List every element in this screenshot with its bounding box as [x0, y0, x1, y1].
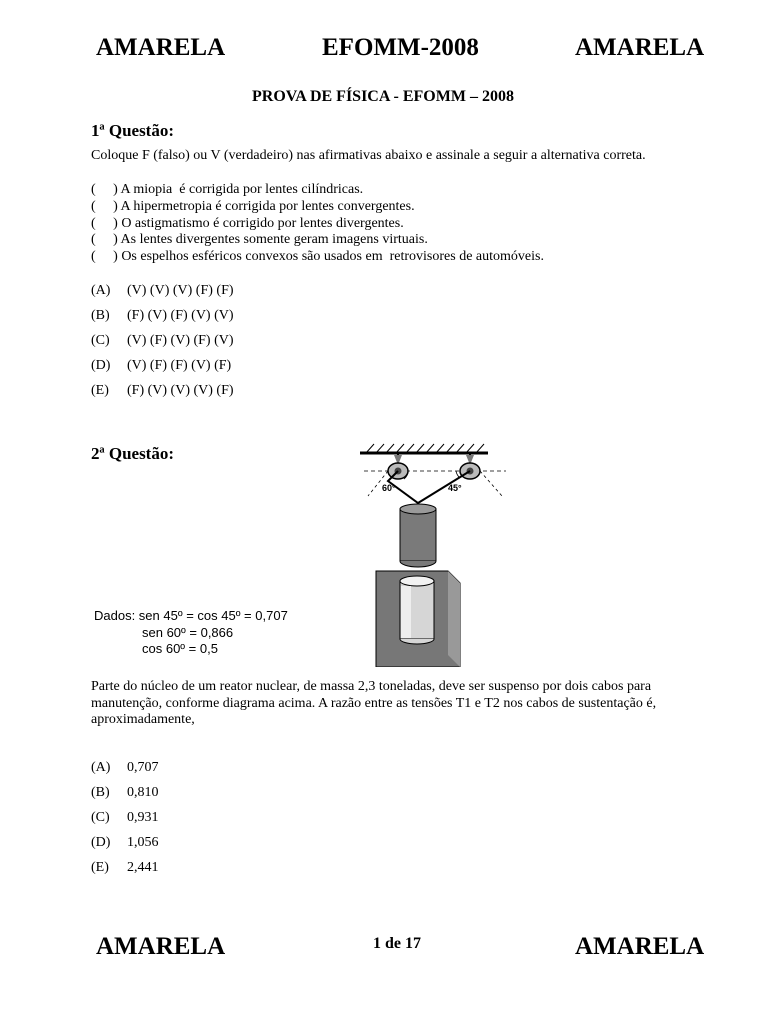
suspended-cylinder [400, 504, 436, 567]
question-2-paragraph: Parte do núcleo de um reator nuclear, de massa 2,3 toneladas, deve ser suspenso por dois cabos para manutenção, conforme diagrama acima. A razão entre as tensões T1 e T2 nos cabos de sustentação é, aproximadamente, [91, 679, 657, 727]
dados-line: Dados: sen 45º = cos 45º = 0,707 [94, 608, 288, 623]
angle-label-right: 45° [448, 483, 462, 493]
question-1-heading: 1ª Questão: [91, 121, 175, 140]
option-text: 0,707 [127, 760, 159, 775]
statement-line: ( ) Os espelhos esféricos convexos são usados em retrovisores de automóveis. [91, 249, 544, 265]
option-letter: (C) [91, 333, 110, 348]
header-left-label: AMARELA [96, 34, 226, 61]
option-text: (V) (F) (V) (F) (V) [127, 333, 234, 348]
question-2-option-c[interactable] [91, 810, 159, 826]
dados-line: sen 60º = 0,866 [142, 624, 234, 640]
question-1-option-e[interactable] [91, 383, 234, 399]
option-letter: (D) [91, 358, 111, 373]
question-1-option-a[interactable] [91, 283, 234, 299]
page-number: 1 de 17 [373, 935, 421, 952]
question-2-option-d[interactable] [91, 835, 159, 851]
option-text: (F) (V) (F) (V) (V) [127, 308, 234, 323]
footer-right-label: AMARELA [575, 933, 705, 960]
option-text: (V) (V) (V) (F) (F) [127, 283, 234, 298]
option-text: (F) (V) (V) (V) (F) [127, 383, 234, 398]
question-1-option-d[interactable] [91, 358, 231, 374]
option-text: (V) (F) (F) (V) (F) [127, 358, 232, 373]
statement-line: ( ) A hipermetropia é corrigida por lentes convergentes. [91, 198, 415, 214]
statement-line: ( ) A miopia é corrigida por lentes cilíndricas. [91, 182, 364, 197]
ceiling-hatch [360, 444, 488, 453]
question-1-statements [91, 182, 544, 266]
option-letter: (A) [91, 283, 111, 298]
right-guide-line [480, 471, 502, 496]
footer-left-label: AMARELA [96, 933, 226, 960]
option-letter: (D) [91, 835, 111, 850]
question-1-option-b[interactable] [91, 308, 234, 324]
option-text: 2,441 [127, 860, 159, 875]
question-2-option-b[interactable] [91, 785, 159, 801]
option-letter: (E) [91, 383, 109, 398]
page-title: PROVA DE FÍSICA - EFOMM – 2008 [252, 88, 514, 105]
option-text: 1,056 [127, 835, 159, 850]
left-pulley [388, 453, 408, 479]
statement-line: ( ) O astigmatismo é corrigido por lentes divergentes. [91, 215, 404, 231]
option-text: 0,931 [127, 810, 159, 825]
dados-block [94, 608, 288, 658]
option-letter: (A) [91, 760, 111, 775]
dados-line: cos 60º = 0,5 [142, 641, 218, 656]
reactor-base-block [376, 571, 460, 667]
angle-label-left: 60° [382, 483, 396, 493]
option-letter: (E) [91, 860, 109, 875]
option-letter: (C) [91, 810, 110, 825]
option-letter: (B) [91, 308, 110, 323]
header-right-label: AMARELA [575, 34, 705, 61]
question-2-option-e[interactable] [91, 860, 159, 876]
question-2-option-a[interactable] [91, 760, 159, 776]
question-1-instruction: Coloque F (falso) ou V (verdadeiro) nas afirmativas abaixo e assinale a seguir a alternativa correta. [91, 148, 646, 163]
reactor-suspension-diagram [360, 441, 510, 667]
question-2-heading: 2ª Questão: [91, 444, 175, 463]
option-text: 0,810 [127, 785, 159, 800]
header-center-label: EFOMM-2008 [322, 34, 479, 61]
option-letter: (B) [91, 785, 110, 800]
question-1-option-c[interactable] [91, 333, 234, 349]
statement-line: ( ) As lentes divergentes somente geram imagens virtuais. [91, 232, 428, 248]
